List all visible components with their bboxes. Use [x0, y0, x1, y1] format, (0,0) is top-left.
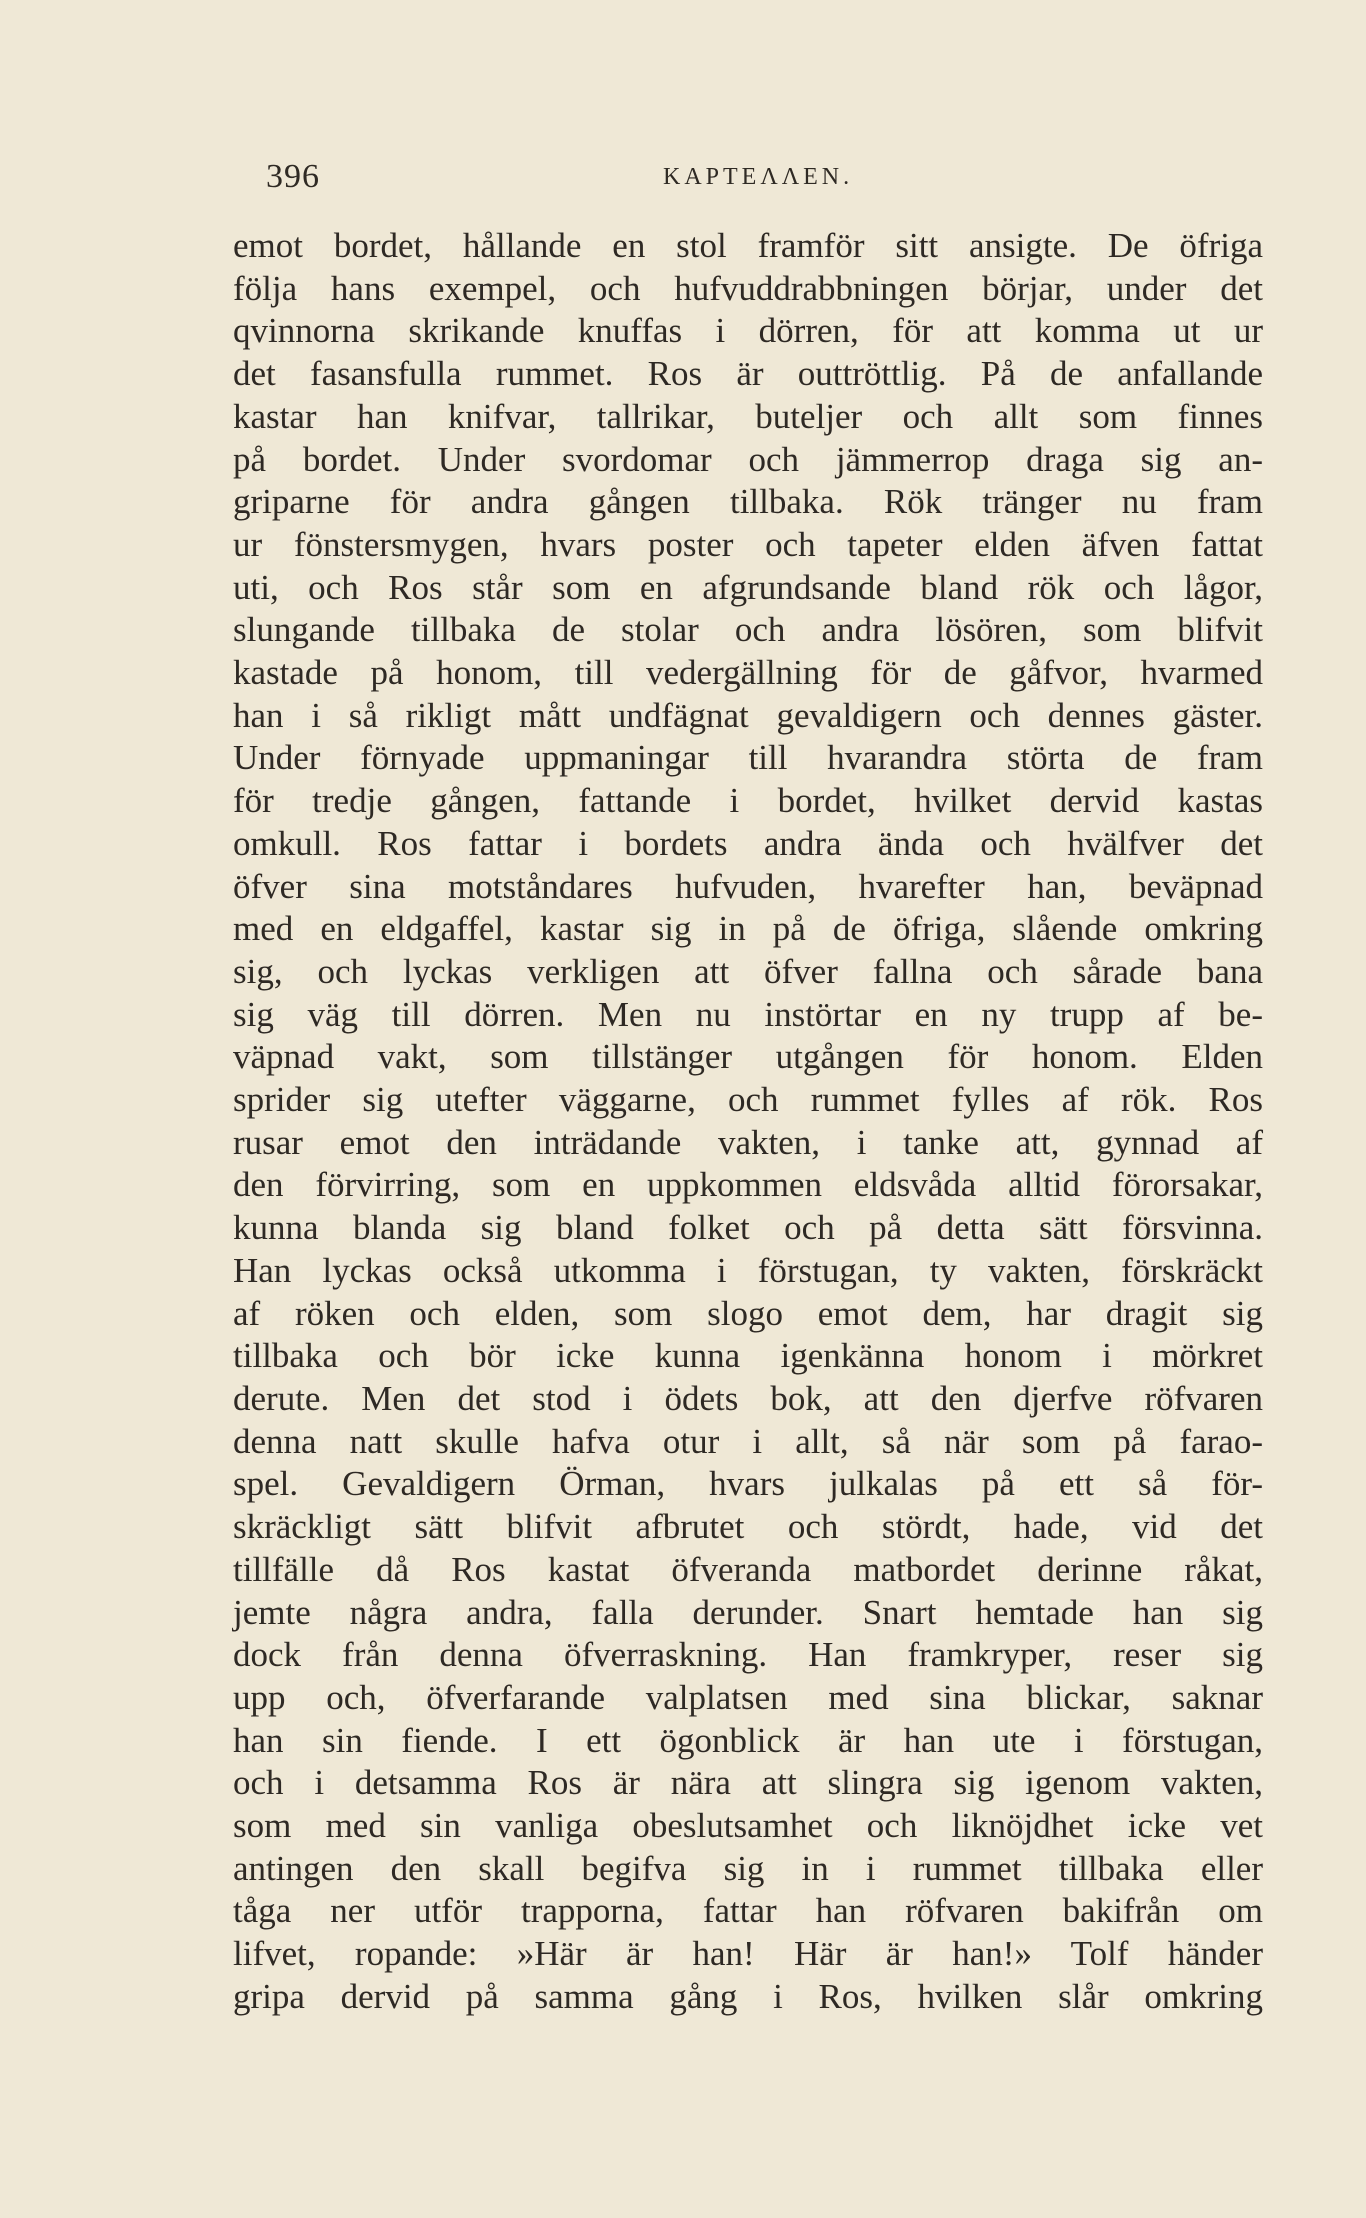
body-text — [233, 225, 1263, 2019]
page-number: 396 — [266, 158, 320, 195]
text-line: han sin fiende. I ett ögonblick är han ute i förstugan, — [233, 1720, 1263, 1760]
text-line: emot bordet, hållande en stol framför sitt ansigte. De öfriga — [233, 226, 1263, 265]
text-line: lifvet, ropande: »Här är han! Här är han!» Tolf händer — [233, 1934, 1263, 1974]
text-line: tillfälle då Ros kastat öfveranda matbordet derinne råkat, — [233, 1549, 1263, 1589]
text-line: som med sin vanliga obeslutsamhet och liknöjdhet icke vet — [233, 1806, 1263, 1846]
text-line: på bordet. Under svordomar och jämmerrop draga sig an- — [233, 439, 1263, 479]
text-line: sig, och lyckas verkligen att öfver fallna och sårade bana — [233, 951, 1263, 991]
text-line: med en eldgaffel, kastar sig in på de öfriga, slående omkring — [233, 909, 1263, 949]
text-line: öfver sina motståndares hufvuden, hvarefter han, beväpnad — [233, 866, 1263, 906]
text-line: för tredje gången, fattande i bordet, hvilket dervid kastas — [233, 781, 1263, 821]
text-line: han i så rikligt mått undfägnat gevaldigern och dennes gäster. — [233, 695, 1263, 735]
text-line: denna natt skulle hafva otur i allt, så när som på farao- — [233, 1421, 1263, 1461]
text-line: kastade på honom, till vedergällning för de gåfvor, hvarmed — [233, 653, 1263, 693]
text-line: rusar emot den inträdande vakten, i tanke att, gynnad af — [233, 1122, 1263, 1162]
text-line: omkull. Ros fattar i bordets andra ända och hvälfver det — [233, 823, 1263, 863]
text-line: och i detsamma Ros är nära att slingra sig igenom vakten, — [233, 1763, 1263, 1803]
text-line: sig väg till dörren. Men nu instörtar en ny trupp af be- — [233, 994, 1263, 1034]
text-line: gripa dervid på samma gång i Ros, hvilken slår omkring — [233, 1976, 1263, 2016]
text-line: qvinnorna skrikande knuffas i dörren, för att komma ut ur — [233, 311, 1263, 351]
text-line: ur fönstersmygen, hvars poster och tapeter elden äfven fattat — [233, 524, 1263, 564]
running-head: KAPTEɅɅEN. — [663, 164, 854, 190]
text-line: Han lyckas också utkomma i förstugan, ty vakten, förskräckt — [233, 1250, 1263, 1290]
text-line: griparne för andra gången tillbaka. Rök tränger nu fram — [233, 482, 1263, 522]
text-line: derute. Men det stod i ödets bok, att den djerfve röfvaren — [233, 1378, 1263, 1418]
text-line: skräckligt sätt blifvit afbrutet och stördt, hade, vid det — [233, 1507, 1263, 1547]
text-line: den förvirring, som en uppkommen eldsvåda alltid förorsakar, — [233, 1165, 1263, 1205]
text-line: tåga ner utför trapporna, fattar han röfvaren bakifrån om — [233, 1891, 1263, 1931]
text-line: dock från denna öfverraskning. Han framkryper, reser sig — [233, 1635, 1263, 1675]
text-line: jemte några andra, falla derunder. Snart hemtade han sig — [233, 1592, 1263, 1632]
text-line: det fasansfulla rummet. Ros är outtröttlig. På de anfallande — [233, 354, 1263, 394]
text-line: kunna blanda sig bland folket och på detta sätt försvinna. — [233, 1208, 1263, 1248]
text-line: sprider sig utefter väggarne, och rummet fylles af rök. Ros — [233, 1080, 1263, 1120]
text-line: spel. Gevaldigern Örman, hvars julkalas på ett så för- — [233, 1464, 1263, 1504]
text-line: upp och, öfverfarande valplatsen med sina blickar, saknar — [233, 1677, 1263, 1717]
page-header — [236, 150, 1268, 200]
text-line: af röken och elden, som slogo emot dem, har dragit sig — [233, 1293, 1263, 1333]
text-line: Under förnyade uppmaningar till hvarandra störta de fram — [233, 738, 1263, 778]
text-line: uti, och Ros står som en afgrundsande bland rök och lågor, — [233, 567, 1263, 607]
text-line: slungande tillbaka de stolar och andra lösören, som blifvit — [233, 610, 1263, 650]
text-line: antingen den skall begifva sig in i rummet tillbaka eller — [233, 1848, 1263, 1888]
text-line: kastar han knifvar, tallrikar, buteljer och allt som finnes — [233, 396, 1263, 436]
text-line: tillbaka och bör icke kunna igenkänna honom i mörkret — [233, 1336, 1263, 1376]
text-line: väpnad vakt, som tillstänger utgången för honom. Elden — [233, 1037, 1263, 1077]
text-line: följa hans exempel, och hufvuddrabbningen börjar, under det — [233, 268, 1263, 308]
